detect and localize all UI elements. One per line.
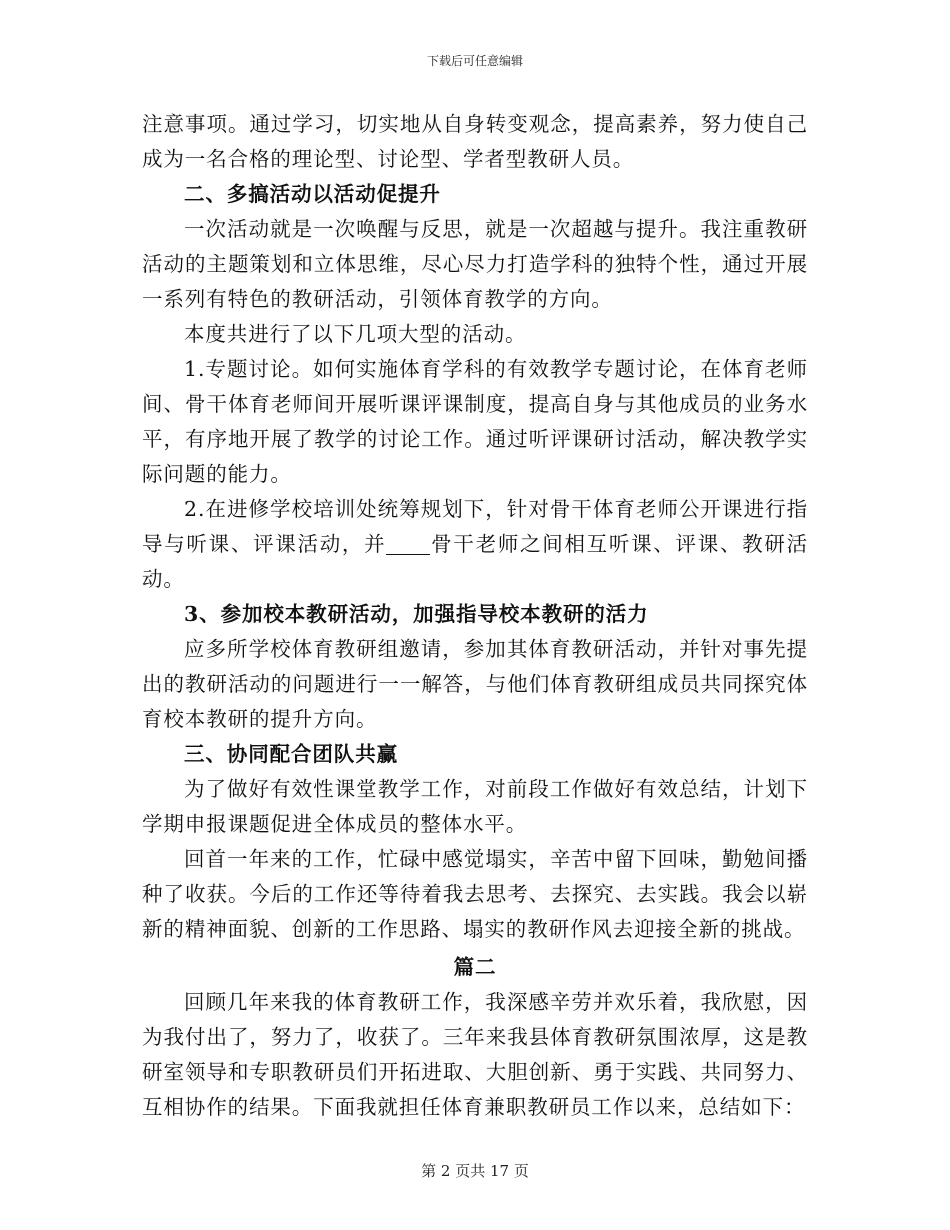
blank-underline	[386, 534, 430, 555]
paragraph: 回顾几年来我的体育教研工作，我深感辛劳并欢乐着，我欣慰，因为我付出了，努力了，收获了。三年来我县体育教研氛围浓厚，这是教研室领导和专职教研员们开拓进取、大胆创新、勇于实践、共同努力、互相协作的结果。下面我就担任体育兼职教研员工作以来，总结如下：	[142, 990, 808, 1119]
page-footer: 第 2 页共 17 页	[421, 1162, 529, 1180]
section-heading-2: 二、多搞活动以活动促提升	[184, 182, 441, 206]
paragraph: 为了做好有效性课堂教学工作，对前段工作做好有效总结，计划下学期申报课题促进全体成员的整体水平。	[142, 777, 808, 836]
paragraph: 一次活动就是一次唤醒与反思，就是一次超越与提升。我注重教研活动的主题策划和立体思维，尽心尽力打造学科的独特个性，通过开展一系列有特色的教研活动，引领体育教学的方向。	[142, 217, 808, 311]
page-header: 下载后可任意编辑	[426, 54, 523, 68]
list-item-2-text-after: 骨干老师之间相互听课、评课、教研活动。	[142, 532, 808, 591]
section-heading-3-cooperation: 三、协同配合团队共赢	[184, 742, 398, 766]
list-item-1: 1.专题讨论。如何实施体育学科的有效教学专题讨论，在体育老师间、骨干体育老师间开展听课评课制度，提高自身与其他成员的业务水平，有序地开展了教学的讨论工作。通过听评课研讨活动，解决教学实际问题的能力。	[142, 357, 808, 486]
paragraph-continuation: 注意事项。通过学习，切实地从自身转变观念，提高素养，努力使自己成为一名合格的理论型、讨论型、学者型教研人员。	[142, 112, 808, 171]
paragraph: 回首一年来的工作，忙碌中感觉塌实，辛苦中留下回味，勤勉间播种了收获。今后的工作还等待着我去思考、去探究、去实践。我会以崭新的精神面貌、创新的工作思路、塌实的教研作风去迎接全新的挑战。	[142, 847, 808, 941]
list-item-2	[142, 492, 808, 597]
paragraph: 应多所学校体育教研组邀请，参加其体育教研活动，并针对事先提出的教研活动的问题进行一一解答，与他们体育教研组成员共同探究体育校本教研的提升方向。	[142, 637, 808, 731]
section-heading-3: 3、参加校本教研活动，加强指导校本教研的活力	[184, 602, 649, 626]
paragraph: 本度共进行了以下几项大型的活动。	[184, 322, 527, 346]
part-title: 篇二	[453, 955, 497, 979]
list-item-2-text-before: 2.在进修学校培训处统筹规划下，针对骨干体育老师公开课进行指导与听课、评课活动，并	[142, 497, 808, 556]
document-body	[142, 107, 808, 1125]
